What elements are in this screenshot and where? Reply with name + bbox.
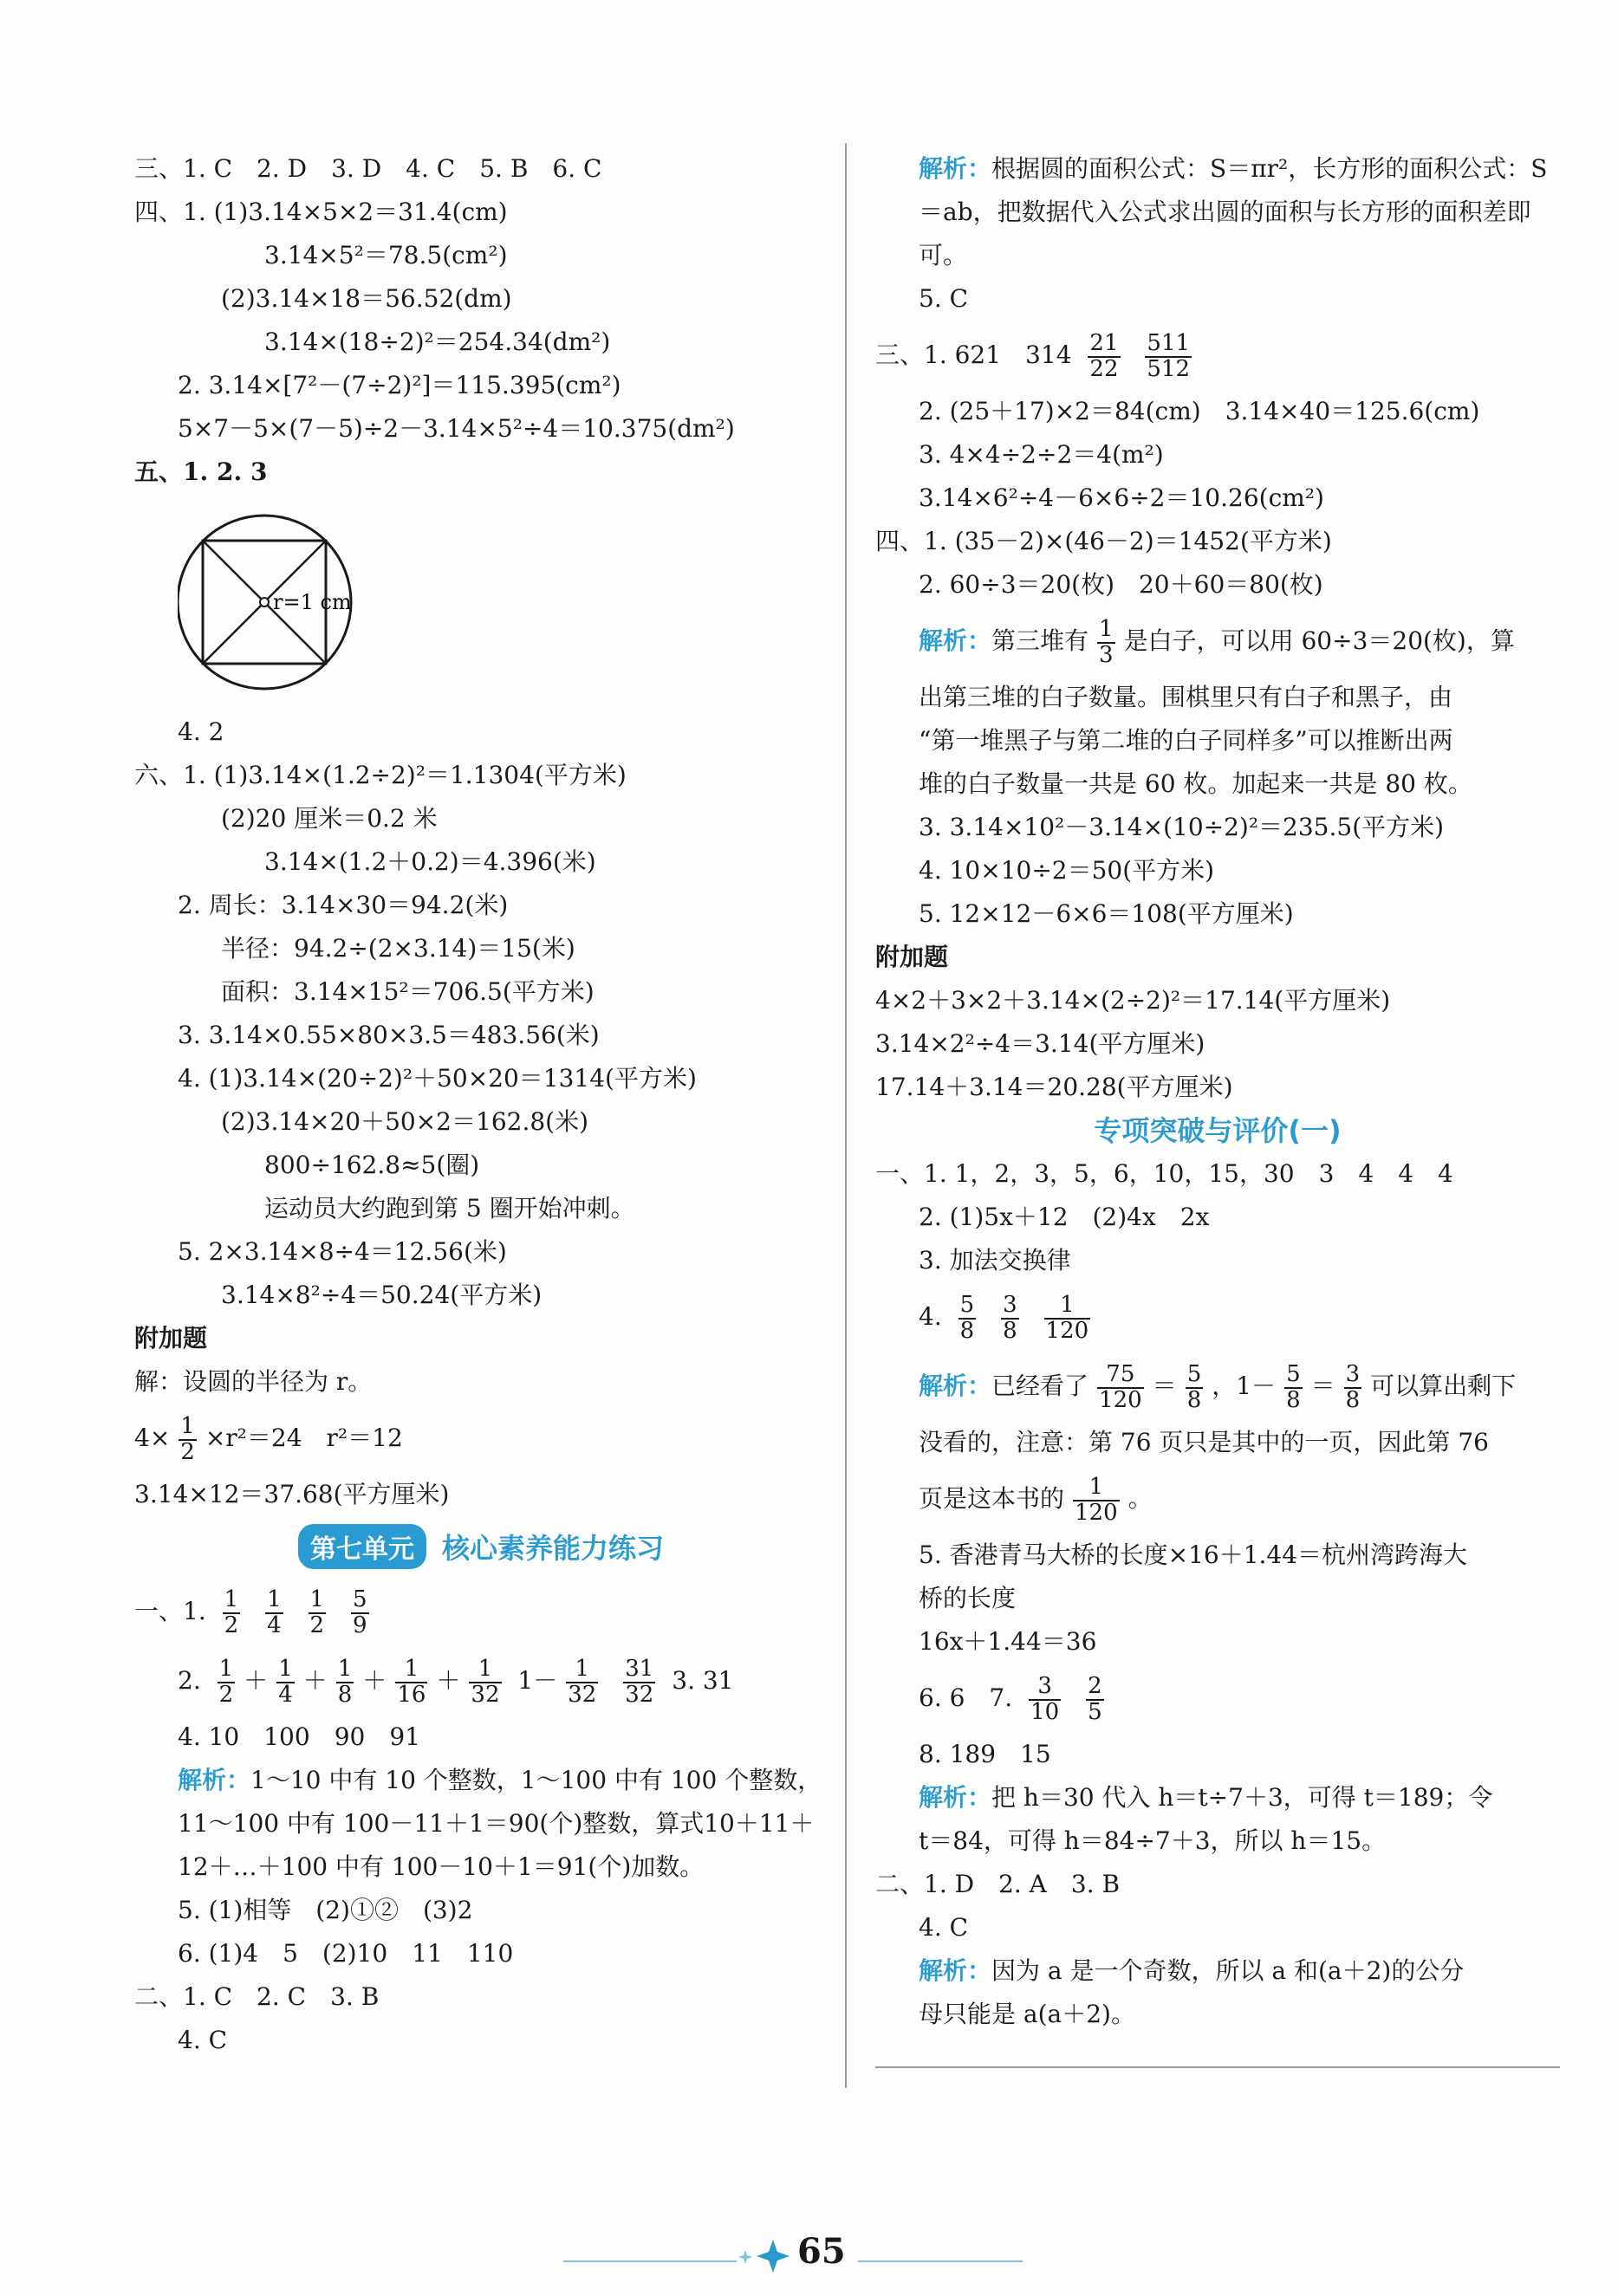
denominator: 8 <box>1186 1386 1202 1413</box>
denominator: 2 <box>224 1612 239 1638</box>
numerator: 1 <box>180 1413 195 1440</box>
answer-line: 3.14×2²÷4＝3.14(平方厘米) <box>875 1029 1205 1058</box>
answer-line: 17.14＋3.14＝20.28(平方厘米) <box>875 1073 1233 1101</box>
numerator: 3 <box>1003 1292 1017 1319</box>
answer-line: 4. 10×10÷2＝50(平方米) <box>919 856 1215 885</box>
answer-line <box>875 1664 1560 1733</box>
answer-line: 四、1. (1)3.14×5×2＝31.4(cm) <box>134 198 508 226</box>
text-seg: 是白子，可以用 60÷3＝20(枚)，算 <box>1123 626 1515 655</box>
denominator: 8 <box>337 1681 353 1708</box>
answer-line: 3.14×(1.2＋0.2)＝4.396(米) <box>264 847 596 876</box>
fraction <box>1097 1363 1144 1412</box>
answer-line: 运动员大约跑到第 5 圈开始冲刺。 <box>264 1194 635 1223</box>
analysis-line <box>875 1776 1560 1819</box>
answer-line: 3. 加法交换律 <box>919 1246 1071 1274</box>
analysis-line: t＝84，可得 h＝84÷7＋3，所以 h＝15。 <box>919 1826 1387 1855</box>
text-seg: 。 <box>1127 1484 1153 1513</box>
answer-line: 3.14×12＝37.68(平方厘米) <box>134 1480 450 1508</box>
answer-line: 4. (1)3.14×(20÷2)²＋50×20＝1314(平方米) <box>178 1064 697 1093</box>
numerator: 3 <box>1029 1675 1061 1700</box>
answer-line: 5. (1)相等 (2)①② (3)2 <box>178 1896 473 1924</box>
answer-line: (2)3.14×20＋50×2＝162.8(米) <box>221 1107 589 1136</box>
answer-line: 桥的长度 <box>919 1584 1017 1612</box>
analysis-line: 没看的，注意：第 76 页只是其中的一页，因此第 76 <box>919 1428 1489 1456</box>
answer-line: 2. 周长：3.14×30＝94.2(米) <box>178 891 509 919</box>
analysis-line: 出第三堆的白子数量。围棋里只有白子和黑子，由 <box>919 683 1453 711</box>
text-seg: 可以算出剩下 <box>1370 1372 1517 1400</box>
numerator: 5 <box>959 1292 975 1319</box>
denominator: 2 <box>309 1612 325 1638</box>
answer-line <box>134 1646 828 1716</box>
analysis-line: “第一堆黑子与第二堆的白子同样多”可以推断出两 <box>919 726 1453 755</box>
fraction <box>1088 332 1120 381</box>
fraction <box>218 1657 236 1707</box>
denominator: 32 <box>568 1681 597 1708</box>
answer-line: 4. C <box>919 1913 969 1942</box>
numerator: 1 <box>337 1656 353 1683</box>
denominator: 16 <box>397 1681 426 1708</box>
answer-line: 2. 60÷3＝20(枚) 20＋60＝80(枚) <box>919 570 1323 599</box>
denominator: 9 <box>352 1612 367 1638</box>
text-seg: 1－ <box>517 1666 558 1695</box>
text-seg: 4. <box>919 1302 942 1331</box>
denominator: 4 <box>267 1612 282 1638</box>
denominator: 8 <box>1003 1317 1017 1344</box>
analysis-label: 解析： <box>919 1956 992 1985</box>
fraction <box>566 1657 598 1707</box>
equals-sign: ＝ <box>1152 1372 1177 1400</box>
denominator: 22 <box>1089 355 1119 382</box>
text-seg: 一、1. <box>134 1597 206 1625</box>
fraction <box>1086 1675 1104 1724</box>
fraction <box>623 1657 655 1707</box>
denominator: 5 <box>1088 1698 1102 1725</box>
fraction <box>336 1657 354 1707</box>
analysis-text: 1～10 中有 10 个整数，1～100 中有 100 个整数，11～100 中有 100－11＋1＝90(个)整数，算式10＋11＋12＋…＋100 中有 100－10＋1＝91(个)加数。 <box>178 1766 822 1881</box>
answer-line <box>134 1577 828 1646</box>
denominator: 120 <box>1045 1317 1089 1344</box>
analysis-label: 解析： <box>919 1783 992 1812</box>
analysis-block <box>875 147 1560 277</box>
left-column <box>134 147 828 2062</box>
unit-banner <box>134 1516 828 1577</box>
text-seg: ，1－ <box>1212 1372 1277 1400</box>
numerator: 1 <box>218 1656 234 1683</box>
fraction <box>395 1657 427 1707</box>
answer-line: 面积：3.14×15²＝706.5(平方米) <box>221 977 595 1006</box>
denominator: 120 <box>1099 1386 1142 1413</box>
text-seg: 4× <box>134 1424 171 1452</box>
unit-badge: 第七单元 <box>298 1524 426 1569</box>
fraction <box>469 1657 501 1707</box>
circle-square-diagram <box>134 494 828 710</box>
analysis-line <box>875 1949 1560 1993</box>
answer-line: 6. (1)4 5 (2)10 11 110 <box>178 1939 514 1968</box>
extra-question-heading: 附加题 <box>875 943 949 971</box>
radius-label: r=1 cm <box>273 590 352 614</box>
fraction <box>276 1657 295 1707</box>
fraction <box>1001 1294 1019 1343</box>
numerator: 31 <box>625 1656 654 1683</box>
analysis-line: 母只能是 a(a＋2)。 <box>919 2000 1135 2028</box>
analysis-label: 解析： <box>178 1766 251 1794</box>
numerator: 1 <box>1073 1476 1120 1501</box>
answer-line: 3.14×8²÷4＝50.24(平方米) <box>221 1281 543 1309</box>
answer-line: (2)20 厘米＝0.2 米 <box>221 804 438 833</box>
answer-line: 16x＋1.44＝36 <box>919 1627 1097 1656</box>
plus-sign: ＋ <box>302 1666 328 1695</box>
numerator: 75 <box>1097 1363 1144 1388</box>
unit-title: 核心素养能力练习 <box>441 1532 664 1565</box>
denominator: 2 <box>180 1438 195 1465</box>
answer-line: 二、1. D 2. A 3. B <box>875 1870 1121 1898</box>
denominator: 8 <box>1286 1386 1301 1413</box>
extra-question-heading: 附加题 <box>134 1324 208 1352</box>
answer-line: 半径：94.2÷(2×3.14)＝15(米) <box>221 934 575 963</box>
bottom-rule <box>875 2066 1560 2068</box>
numerator: 1 <box>566 1657 598 1683</box>
numerator: 1 <box>278 1656 293 1683</box>
column-divider <box>845 143 847 2088</box>
numerator: 1 <box>469 1657 501 1683</box>
plus-sign: ＋ <box>244 1666 269 1695</box>
numerator: 1 <box>1044 1294 1091 1319</box>
fraction <box>1145 332 1192 381</box>
denominator: 2 <box>218 1681 234 1708</box>
answer-line: 2. (1)5x＋12 (2)4x 2x <box>919 1203 1210 1231</box>
analysis-label: 解析： <box>919 154 992 183</box>
numerator: 1 <box>224 1586 239 1613</box>
answer-line <box>875 321 1560 390</box>
denominator: 3 <box>1099 641 1114 668</box>
page-footer <box>0 2231 1618 2283</box>
answer-line: 5. 2×3.14×8÷4＝12.56(米) <box>178 1237 507 1266</box>
equals-sign: ＝ <box>1310 1372 1335 1400</box>
text-seg: 页是这本书的 <box>919 1484 1065 1513</box>
fraction <box>351 1588 369 1638</box>
analysis-block <box>134 1759 828 1889</box>
answer-line: 2. (25＋17)×2＝84(cm) 3.14×40＝125.6(cm) <box>919 397 1480 425</box>
fraction <box>179 1415 197 1464</box>
answer-line: 三、1. C 2. D 3. D 4. C 5. B 6. C <box>134 154 602 183</box>
denominator: 32 <box>471 1681 500 1708</box>
fraction <box>1186 1363 1204 1412</box>
answer-line: 5. 香港青马大桥的长度×16＋1.44＝杭州湾跨海大 <box>919 1540 1468 1569</box>
text-seg: 因为 a 是一个奇数，所以 a 和(a＋2)的公分 <box>991 1956 1465 1985</box>
answer-line: 3.14×6²÷4－6×6÷2＝10.26(cm²) <box>919 483 1324 512</box>
numerator: 21 <box>1089 330 1119 357</box>
numerator: 5 <box>352 1586 367 1613</box>
analysis-line <box>875 1352 1560 1421</box>
numerator: 5 <box>1186 1361 1202 1388</box>
text-seg: 把 h＝30 代入 h＝t÷7＋3，可得 t＝189；令 <box>991 1783 1493 1812</box>
fraction <box>309 1588 327 1638</box>
fraction <box>1344 1363 1362 1412</box>
answer-line: 四、1. (35－2)×(46－2)＝1452(平方米) <box>875 527 1332 555</box>
numerator: 1 <box>395 1657 427 1683</box>
fraction <box>958 1294 977 1343</box>
answer-line: 一、1. 1，2，3，5，6，10，15，30 3 4 4 4 <box>875 1159 1453 1188</box>
answer-line: 2. 3.14×[7²－(7÷2)²]＝115.395(cm²) <box>178 371 621 399</box>
fraction <box>1073 1476 1120 1525</box>
text-seg: 第三堆有 <box>991 626 1089 655</box>
answer-line: 3.14×5²＝78.5(cm²) <box>264 241 508 269</box>
plus-sign: ＋ <box>436 1666 461 1695</box>
answer-line: 4×2＋3×2＋3.14×(2÷2)²＝17.14(平方厘米) <box>875 986 1391 1015</box>
answer-line <box>134 1404 828 1473</box>
analysis-line <box>875 1464 1560 1534</box>
denominator: 120 <box>1075 1499 1118 1526</box>
answer-line <box>875 1282 1560 1352</box>
analysis-line: 堆的白子数量一共是 60 枚。加起来一共是 80 枚。 <box>919 769 1472 798</box>
answer-line: 3. 3.14×10²－3.14×(10÷2)²＝235.5(平方米) <box>919 813 1445 841</box>
numerator: 2 <box>1088 1673 1102 1700</box>
answer-line: 5×7－5×(7－5)÷2－3.14×5²÷4＝10.375(dm²) <box>178 414 735 443</box>
analysis-label: 解析： <box>919 1372 992 1400</box>
numerator: 511 <box>1147 330 1191 357</box>
fraction <box>223 1588 241 1638</box>
section-title-row <box>875 1109 1560 1152</box>
small-star-icon <box>738 2250 752 2264</box>
answer-line: 4. C <box>178 2026 228 2054</box>
numerator: 1 <box>1099 616 1114 643</box>
answer-line: 3. 4×4÷2÷2＝4(m²) <box>919 440 1164 469</box>
answer-line: 800÷162.8≈5(圈) <box>264 1151 480 1179</box>
answer-line: 六、1. (1)3.14×(1.2÷2)²＝1.1304(平方米) <box>134 761 627 789</box>
right-column <box>875 147 1560 2036</box>
star-icon <box>757 2240 790 2273</box>
text-seg: 三、1. 621 314 <box>875 341 1072 369</box>
fraction <box>265 1588 283 1638</box>
answer-line: 二、1. C 2. C 3. B <box>134 1982 380 2011</box>
page-number: 65 <box>797 2231 846 2272</box>
numerator: 5 <box>1286 1361 1301 1388</box>
analysis-text: 根据圆的面积公式：S＝πr²，长方形的面积公式：S＝ab，把数据代入公式求出圆的面积与长方形的面积差即可。 <box>919 154 1548 269</box>
fraction <box>1044 1294 1091 1343</box>
answer-line: 4. 2 <box>178 717 224 746</box>
numerator: 3 <box>1345 1361 1361 1388</box>
denominator: 10 <box>1030 1698 1060 1725</box>
analysis-line <box>875 606 1560 676</box>
text-seg: ×r²＝24 r²＝12 <box>205 1424 403 1452</box>
text-seg: 2. <box>178 1666 201 1695</box>
denominator: 32 <box>625 1681 654 1708</box>
circle-diagram-svg <box>178 494 403 710</box>
denominator: 8 <box>1345 1386 1361 1413</box>
fraction <box>1284 1363 1303 1412</box>
answer-line: 5. C <box>919 284 969 313</box>
plus-sign: ＋ <box>362 1666 387 1695</box>
center-point <box>260 598 269 606</box>
text-seg: 3. 31 <box>672 1666 734 1695</box>
denominator: 8 <box>959 1317 975 1344</box>
numerator: 1 <box>309 1586 325 1613</box>
analysis-label: 解析： <box>919 626 992 655</box>
text-seg: 6. 6 7. <box>919 1683 1013 1712</box>
answer-line: 8. 189 15 <box>919 1740 1051 1768</box>
section-title: 专项突破与评价(一) <box>1094 1114 1342 1147</box>
answer-line: (2)3.14×18＝56.52(dm) <box>221 284 512 313</box>
fraction <box>1029 1675 1061 1724</box>
answer-line: 解：设圆的半径为 r。 <box>134 1367 373 1396</box>
text-seg: 已经看了 <box>991 1372 1089 1400</box>
answer-line: 4. 10 100 90 91 <box>178 1722 420 1751</box>
numerator: 1 <box>267 1586 282 1613</box>
answer-line: 3.14×(18÷2)²＝254.34(dm²) <box>264 328 611 356</box>
answer-line: 五、1. 2. 3 <box>134 457 268 486</box>
answer-line: 5. 12×12－6×6＝108(平方厘米) <box>919 899 1294 928</box>
denominator: 4 <box>278 1681 293 1708</box>
fraction <box>1097 618 1115 667</box>
answer-line: 3. 3.14×0.55×80×3.5＝483.56(米) <box>178 1021 600 1049</box>
denominator: 512 <box>1147 355 1191 382</box>
